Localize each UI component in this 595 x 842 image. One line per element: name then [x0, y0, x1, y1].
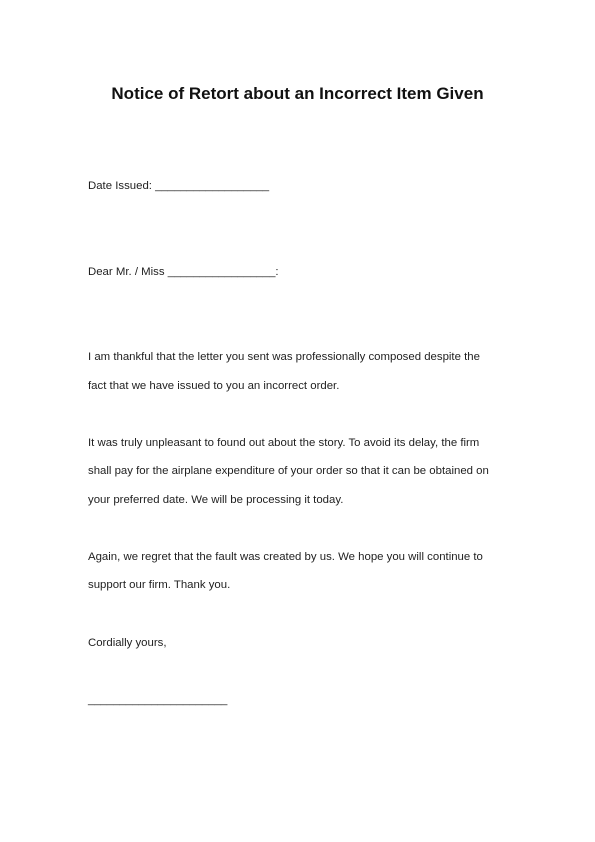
- document-title: Notice of Retort about an Incorrect Item Given: [111, 84, 484, 103]
- date-issued-line: Date Issued: __________________: [88, 180, 270, 192]
- paragraph-2-line-3: your preferred date. We will be processing it today.: [88, 494, 344, 506]
- signature-line: ______________________: [88, 694, 228, 706]
- paragraph-1-line-1: I am thankful that the letter you sent was professionally composed despite the: [88, 351, 480, 363]
- paragraph-2-line-2: shall pay for the airplane expenditure of your order so that it can be obtained on: [88, 465, 489, 477]
- paragraph-1-line-2: fact that we have issued to you an incorrect order.: [88, 380, 340, 392]
- closing-line: Cordially yours,: [88, 637, 167, 649]
- paragraph-2-line-1: It was truly unpleasant to found out about the story. To avoid its delay, the firm: [88, 437, 480, 449]
- paragraph-3-line-1: Again, we regret that the fault was created by us. We hope you will continue to: [88, 551, 483, 563]
- paragraph-3-line-2: support our firm. Thank you.: [88, 579, 231, 591]
- salutation-line: Dear Mr. / Miss _________________:: [88, 266, 279, 278]
